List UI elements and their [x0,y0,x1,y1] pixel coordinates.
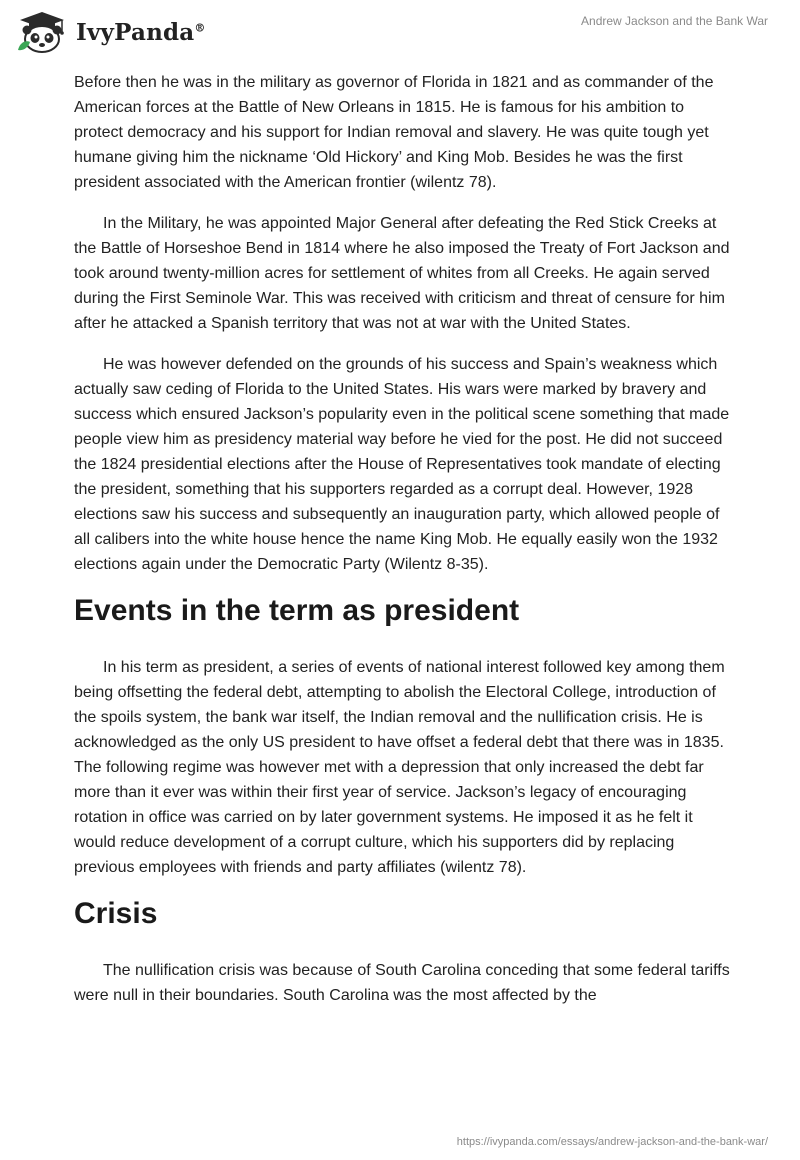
document-title: Andrew Jackson and the Bank War [581,14,768,28]
section-heading-crisis: Crisis [74,897,158,930]
source-url[interactable]: https://ivypanda.com/essays/andrew-jackson-and-the-bank-war/ [456,1136,768,1148]
paragraph: Before then he was in the military as governor of Florida in 1821 and as commander of the American forces at the Battle of New Orleans in 1815. He is famous for his ambition to protect democracy and his support for Indian removal and slavery. He was quite tough yet humane giving him the nickname ‘Old Hickory’ and King Mob. Besides he was the first president associated with the American frontier (wilentz 78). [74,74,714,191]
paragraph: In his term as president, a series of events of national interest followed key among them being offsetting the federal debt, attempting to abolish the Electoral College, introduction of the spoils system, the bank war itself, the Indian removal and the nullification crisis. He is acknowledged as the only US president to have offset a federal debt that there was in 1835. The following regime was however met with a depression that only increased the debt far more than it ever was within their first year of service. Jackson’s legacy of encouraging rotation in office was carried on by later government systems. He imposed it as he felt it would reduce development of a corrupt culture, which his supporters did by replacing previous employees with friends and party affiliates (wilentz 78). [74,659,725,876]
essay-content [74,70,734,1024]
panda-graduate-icon [14,10,70,54]
paragraph: He was however defended on the grounds of his success and Spain’s weakness which actually saw ceding of Florida to the United States. His wars were marked by bravery and success which ensured Jackson’s popularity even in the political scene something that made people view him as presidency material way before he vied for the post. He did not succeed the 1824 presidential elections after the House of Representatives took mandate of electing the president, something that his supporters regarded as a corrupt deal. However, 1928 elections saw his success and subsequently an inauguration party, which allowed people of all calibers into the white house hence the name King Mob. He equally easily won the 1932 elections again under the Democratic Party (Wilentz 8-35). [74,356,730,573]
paragraph: In the Military, he was appointed Major General after defeating the Red Stick Creeks at the Battle of Horseshoe Bend in 1814 where he also imposed the Treaty of Fort Jackson and took around twenty-million acres for settlement of whites from all Creeks. He again served during the First Seminole War. This was received with criticism and threat of censure for him after he attacked a Spanish territory that was not at war with the United States. [74,215,730,332]
section-heading-events: Events in the term as president [74,594,520,627]
brand-name: IvyPanda® [76,18,206,46]
paragraph: The nullification crisis was because of South Carolina conceding that some federal tariffs were null in their boundaries. South Carolina was the most affected by the [74,962,730,1004]
page-header [0,0,800,64]
ivypanda-logo[interactable] [14,10,206,54]
